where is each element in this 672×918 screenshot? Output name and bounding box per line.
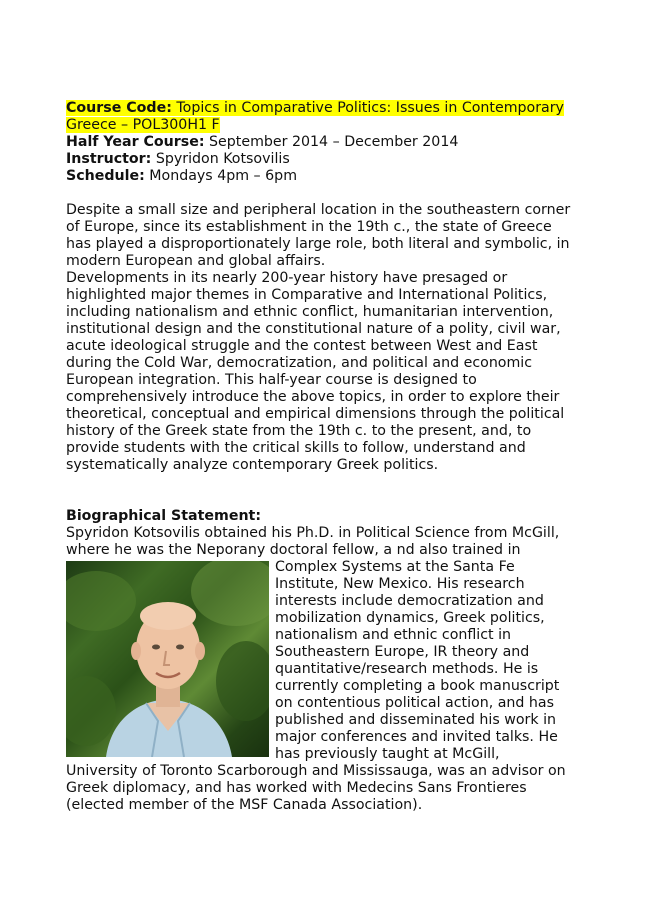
bio-line: interests include democratization and: [275, 593, 544, 609]
instructor-label: Instructor:: [66, 151, 152, 167]
instructor-line: [66, 151, 572, 168]
description-line: provide students with the critical skills to follow, understand and: [66, 440, 526, 456]
course-document: [66, 100, 572, 814]
description-line: institutional design and the constitutional nature of a polity, civil war,: [66, 321, 561, 337]
bio-line: Complex Systems at the Santa Fe: [275, 559, 515, 575]
bio-line: on contentious political action, and has: [275, 695, 555, 711]
description-line: European integration. This half-year course is designed to: [66, 372, 477, 388]
half-year-line: [66, 134, 572, 151]
description-line: Despite a small size and peripheral location in the southeastern corner: [66, 202, 571, 218]
bio-line: Spyridon Kotsovilis obtained his Ph.D. in Political Science from McGill,: [66, 525, 560, 541]
description-line: during the Cold War, democratization, and political and economic: [66, 355, 533, 371]
course-code-label: Course Code:: [66, 100, 172, 116]
schedule-label: Schedule:: [66, 168, 145, 184]
bio-heading: Biographical Statement:: [66, 508, 261, 524]
course-code-line: [66, 100, 572, 117]
bio-line: major conferences and invited talks. He: [275, 729, 558, 745]
bio-line: mobilization dynamics, Greek politics,: [275, 610, 545, 626]
course-code-value: Topics in Comparative Politics: Issues in Contemporary: [176, 100, 564, 116]
description-line: acute ideological struggle and the contest between West and East: [66, 338, 538, 354]
course-description: [66, 202, 572, 474]
description-line: theoretical, conceptual and empirical dimensions through the political: [66, 406, 565, 422]
description-line: including nationalism and ethnic conflict, humanitarian intervention,: [66, 304, 554, 320]
bio-line: Southeastern Europe, IR theory and: [275, 644, 530, 660]
bio-text: [66, 525, 572, 814]
description-line: of Europe, since its establishment in the 19th c., the state of Greece: [66, 219, 552, 235]
bio-line: where he was the Neporany doctoral fellow, a nd also trained in: [66, 542, 521, 558]
bio-line: (elected member of the MSF Canada Association).: [66, 797, 423, 813]
instructor-value: Spyridon Kotsovilis: [155, 151, 290, 167]
schedule-value: Mondays 4pm – 6pm: [149, 168, 298, 184]
bio-line: published and disseminated his work in: [275, 712, 557, 728]
half-year-label: Half Year Course:: [66, 134, 205, 150]
schedule-line: [66, 168, 572, 185]
bio-line: University of Toronto Scarborough and Mississauga, was an advisor on: [66, 763, 566, 779]
course-code-value-2: Greece – POL300H1 F: [66, 117, 220, 133]
description-line: comprehensively introduce the above topics, in order to explore their: [66, 389, 560, 405]
bio-line: Institute, New Mexico. His research: [275, 576, 525, 592]
bio-line: has previously taught at McGill,: [275, 746, 500, 762]
bio-line: currently completing a book manuscript: [275, 678, 560, 694]
description-line: history of the Greek state from the 19th c. to the present, and, to: [66, 423, 532, 439]
instructor-photo: [66, 561, 269, 757]
description-line: has played a disproportionately large role, both literal and symbolic, in: [66, 236, 570, 252]
description-line: modern European and global affairs.: [66, 253, 326, 269]
course-code-line-2: [66, 117, 572, 134]
description-line: Developments in its nearly 200-year history have presaged or: [66, 270, 508, 286]
bio-line: nationalism and ethnic conflict in: [275, 627, 512, 643]
half-year-value: September 2014 – December 2014: [209, 134, 459, 150]
description-line: highlighted major themes in Comparative and International Politics,: [66, 287, 548, 303]
bio-line: Greek diplomacy, and has worked with Medecins Sans Frontieres: [66, 780, 527, 796]
description-line: systematically analyze contemporary Greek politics.: [66, 457, 439, 473]
bio-line: quantitative/research methods. He is: [275, 661, 539, 677]
